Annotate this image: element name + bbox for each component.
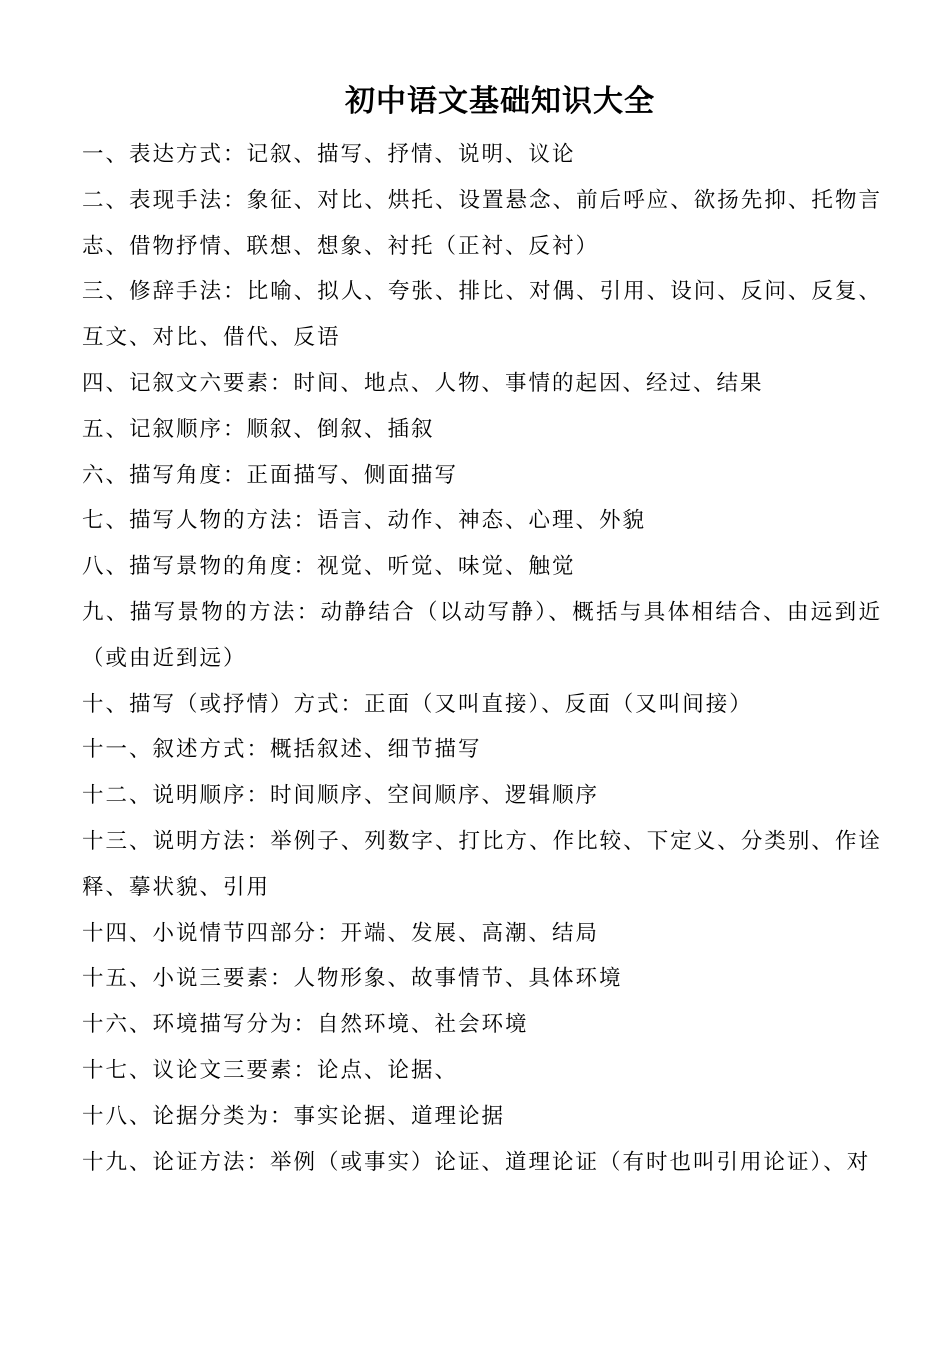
- list-item: 一、表达方式：记叙、描写、抒情、说明、议论: [82, 142, 576, 167]
- list-item: 三、修辞手法：比喻、拟人、夸张、排比、对偶、引用、设问、反问、反复、互文、对比、借代、反语: [82, 279, 882, 351]
- list-item: 十九、论证方法：举例（或事实）论证、道理论证（有时也叫引用论证）、对: [82, 1149, 871, 1175]
- list-item: 十七、议论文三要素：论点、论据、: [82, 1057, 459, 1083]
- list-item: 六、描写角度：正面描写、侧面描写: [82, 462, 459, 488]
- list-item: 八、描写景物的角度：视觉、听觉、味觉、触觉: [82, 554, 576, 580]
- list-item: 十八、论据分类为：事实论据、道理论据: [82, 1103, 506, 1129]
- list-item: 五、记叙顺序：顺叙、倒叙、插叙: [82, 416, 435, 442]
- list-item: 十一、叙述方式：概括叙述、细节描写: [82, 737, 482, 763]
- list-item: 九、描写景物的方法：动静结合（以动写静）、概括与具体相结合、由远到近（或由近到远）: [82, 599, 882, 671]
- list-item: 十四、小说情节四部分：开端、发展、高潮、结局: [82, 920, 600, 946]
- list-item: 七、描写人物的方法：语言、动作、神态、心理、外貌: [82, 508, 647, 534]
- page-title: 初中语文基础知识大全: [345, 84, 655, 119]
- list-item: 二、表现手法：象征、对比、烘托、设置悬念、前后呼应、欲扬先抑、托物言志、借物抒情、联想、想象、衬托（正衬、反衬）: [82, 187, 882, 259]
- knowledge-list: [82, 132, 882, 1185]
- list-item: 十、描写（或抒情）方式：正面（又叫直接）、反面（又叫间接）: [82, 691, 753, 717]
- list-item: 十二、说明顺序：时间顺序、空间顺序、逻辑顺序: [82, 783, 600, 809]
- list-item: 四、记叙文六要素：时间、地点、人物、事情的起因、经过、结果: [82, 370, 764, 396]
- list-item: 十五、小说三要素：人物形象、故事情节、具体环境: [82, 966, 623, 992]
- list-item: 十三、说明方法：举例子、列数字、打比方、作比较、下定义、分类别、作诠释、摹状貌、引用: [82, 828, 882, 900]
- list-item: 十六、环境描写分为：自然环境、社会环境: [82, 1012, 529, 1038]
